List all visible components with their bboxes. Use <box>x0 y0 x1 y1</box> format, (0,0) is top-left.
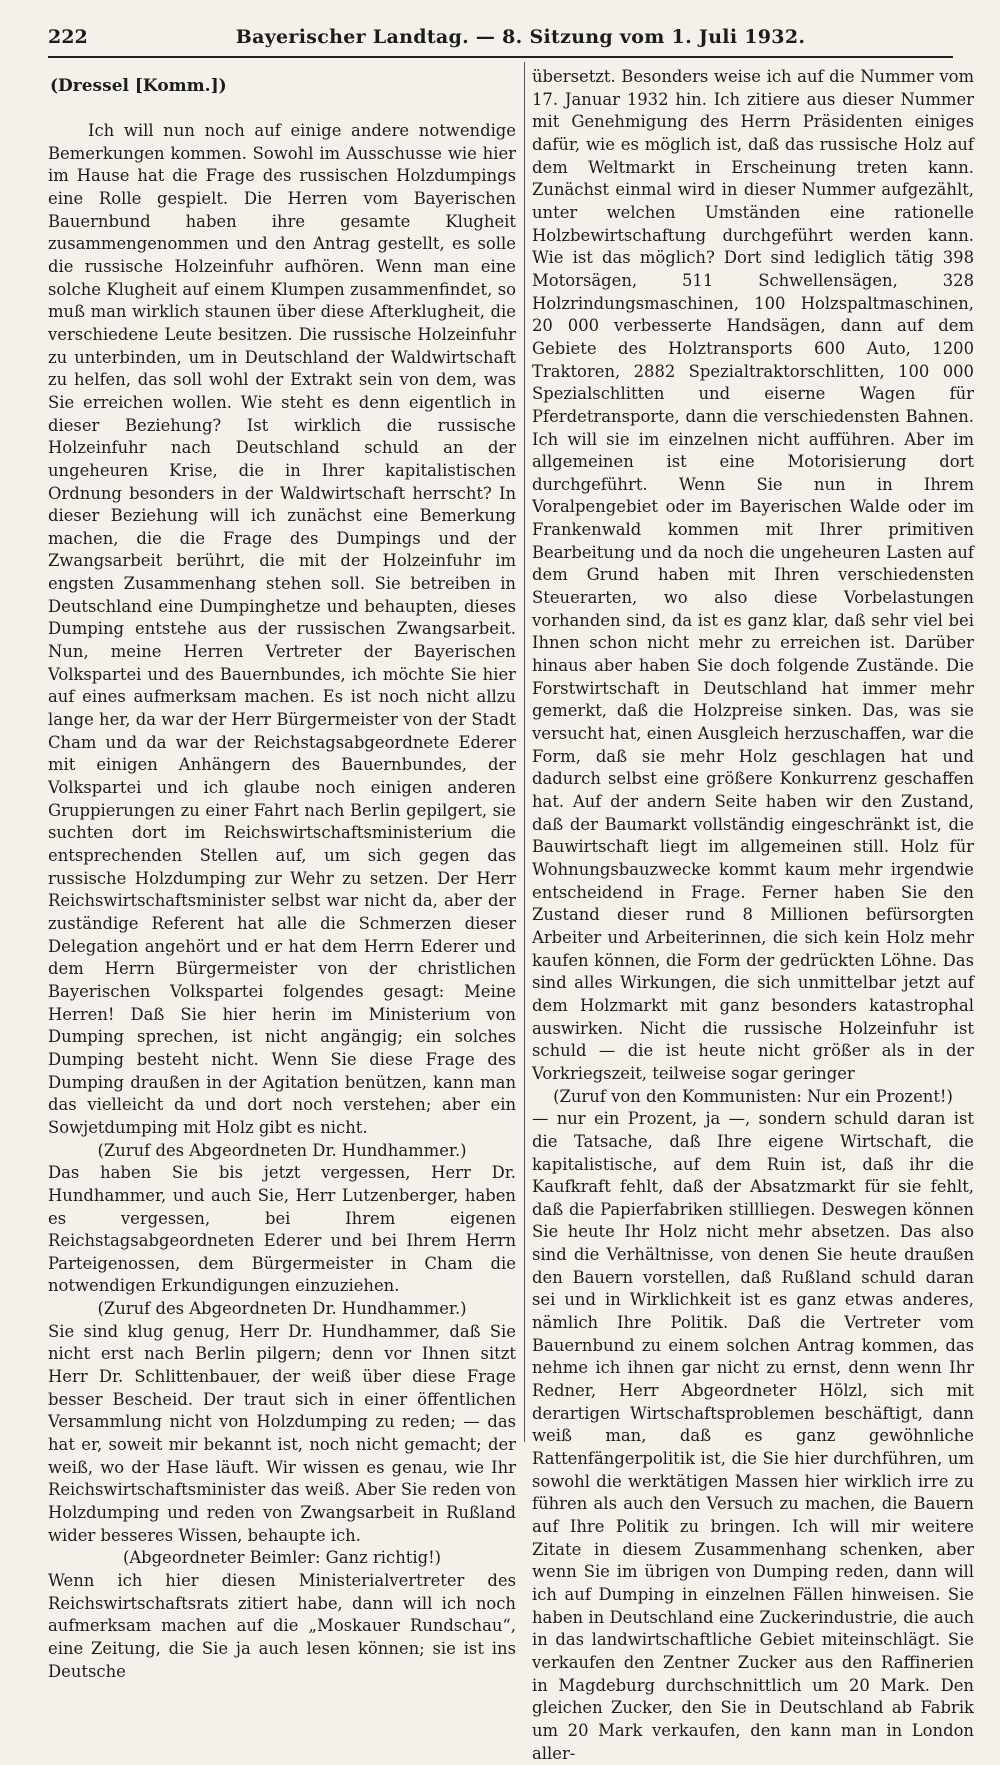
interjection: (Abgeordneter Beimler: Ganz richtig!) <box>122 1548 442 1568</box>
page-header <box>48 26 953 58</box>
paragraph: Das haben Sie bis jetzt vergessen, Herr Dr. Hundhammer, und auch Sie, Herr Lutzenberger, haben es vergessen, bei Ihrem eigenen Reichstagsabgeordneten Ederer und bei Ihrem Herrn Parteigenossen, dem Bürgermeister in Cham die notwendigen Erkundigungen einzuziehen. <box>48 1163 516 1296</box>
header-rule <box>48 56 953 58</box>
paragraph: Wenn ich hier diesen Ministerialvertreter des Reichswirtschaftsrats zitiert habe, dann will ich noch aufmerksam machen auf die „Moskauer Rundschau“, eine Zeitung, die Sie ja auch lesen können; sie ist ins Deutsche <box>48 1571 516 1681</box>
interjection: (Zuruf von den Kommunisten: Nur ein Prozent!) <box>553 1086 953 1106</box>
running-title: Bayerischer Landtag. — 8. Sitzung vom 1. Juli 1932. <box>235 26 806 48</box>
paragraph: übersetzt. Besonders weise ich auf die Nummer vom 17. Januar 1932 hin. Ich zitiere aus dieser Nummer mit Genehmigung des Herrn Präsidenten einiges dafür, wie es möglich ist, daß das russische Holz auf dem Weltmarkt in Erscheinung treten kann. Zunächst einmal wird in dieser Nummer aufgezählt, unter welchen Umständen eine rationelle Holzbewirtschaftung durchgeführt werden kann. Wie ist das möglich? Dort sind lediglich tätig 398 Motorsägen, 511 Schwellensägen, 328 Holzrindungsmaschinen, 100 Holzspaltmaschinen, 20 000 verbesserte Handsägen, dann auf dem Gebiete des Holztransports 600 Auto, 1200 Traktoren, 2882 Spezialtraktorschlitten, 100 000 Spezialschlitten und eiserne Wagen für Pferdetransporte, dann die verschiedensten Bahnen. Ich will sie im einzelnen nicht aufführen. Aber im allgemeinen ist eine Motorisierung dort durchgeführt. Wenn Sie nun in Ihrem Voralpengebiet oder im Bayerischen Walde oder im Frankenwald kommen mit Ihrer primitiven Bearbeitung und da noch die ungeheuren Lasten auf dem Grund haben mit Ihren verschiedensten Steuerarten, wo also diese Vorbelastungen vorhanden sind, da ist es ganz klar, daß sehr viel bei Ihnen schon nicht mehr zu erreichen ist. Darüber hinaus aber haben Sie doch folgende Zustände. Die Forstwirtschaft in Deutschland hat immer mehr gemerkt, daß die Holzpreise sinken. Das, was sie versucht hat, einen Ausgleich herzuschaffen, war die Form, daß sie mehr Holz geschlagen hat und dadurch selbst eine größere Konkurrenz geschaffen hat. Auf der andern Seite haben wir den Zustand, daß der Baumarkt vollständig eingeschränkt ist, die Bauwirtschaft liegt im allgemeinen still. Holz für Wohnungsbauzwecke kommt kaum mehr irgendwie entscheidend in Frage. Ferner haben Sie den Zustand dieser rund 8 Millionen befürsorgten Arbeiter und Arbeiterinnen, die sich kein Holz mehr kaufen können, die Form der gedrückten Löhne. Das sind alles Wirkungen, die sich unmittelbar jetzt auf dem Holzmarkt mit ganz besonders katastrophal auswirken. Nicht die russische Holzeinfuhr ist schuld — die ist heute nicht größer als in der Vorkriegszeit, teilweise sogar geringer <box>532 67 974 1083</box>
speaker-name: (Dressel [Komm.]) <box>50 76 227 96</box>
page-number: 222 <box>48 26 88 48</box>
paragraph: Sie sind klug genug, Herr Dr. Hundhammer, daß Sie nicht erst nach Berlin pilgern; denn vor Ihnen sitzt Herr Dr. Schlittenbauer, der weiß über diese Frage besser Bescheid. Der traut sich in einer öffentlichen Versammlung nicht von Holzdumping zu reden; — das hat er, soweit mir bekannt ist, noch nicht gemacht; der weiß, wo der Hase läuft. Wir wissen es genau, wie Ihr Reichswirtschaftsminister das weiß. Aber Sie reden von Holzdumping und reden von Zwangsarbeit in Rußland wider besseres Wissen, behaupte ich. <box>48 1321 516 1545</box>
interjection: (Zuruf des Abgeordneten Dr. Hundhammer.) <box>97 1140 467 1160</box>
paragraph: Ich will nun noch auf einige andere notwendige Bemerkungen kommen. Sowohl im Ausschusse wie hier im Hause hat die Frage des russischen Holzdumpings eine Rolle gespielt. Die Herren vom Bayerischen Bauernbund haben ihre gesamte Klugheit zusammengenommen und den Antrag gestellt, es solle die russische Holzeinfuhr aufhören. Wenn man eine solche Klugheit auf einem Klumpen zusammenfindet, so muß man wirklich staunen über diese Afterklugheit, die verschiedene Leute besitzen. Die russische Holzeinfuhr zu unterbinden, um in Deutschland der Waldwirtschaft zu helfen, das soll wohl der Extrakt sein von dem, was Sie erreichen wollen. Wie steht es denn eigentlich in dieser Beziehung? Ist wirklich die russische Holzeinfuhr nach Deutschland schuld an der ungeheuren Krise, die in Ihrer kapitalistischen Ordnung besonders in der Waldwirtschaft herrscht? In dieser Beziehung will ich zunächst eine Bemerkung machen, die die Frage des Dumpings und der Zwangsarbeit berührt, die mit der Holzeinfuhr im engsten Zusammenhang stehen soll. Sie betreiben in Deutschland eine Dumpinghetze und behaupten, dieses Dumping entstehe aus der russischen Zwangsarbeit. Nun, meine Herren Vertreter der Bayerischen Volkspartei und des Bauernbundes, ich möchte Sie hier auf eines aufmerksam machen. Es ist noch nicht allzu lange her, da war der Herr Bürgermeister von der Stadt Cham und da war der Reichstagsabgeordnete Ederer mit einigen Anhängern des Bauernbundes, der Volkspartei und ich glaube noch einigen anderen Gruppierungen zu einer Fahrt nach Berlin gepilgert, sie suchten dort im Reichswirtschaftsministerium die entsprechenden Stellen auf, um sich gegen das russische Holzdumping zur Wehr zu setzen. Der Herr Reichswirtschaftsminister selbst war nicht da, aber der zuständige Referent hat alle die Schmerzen dieser Delegation angehört und er hat dem Herrn Ederer und dem Herrn Bürgermeister von der christlichen Bayerischen Volkspartei folgendes gesagt: Meine Herren! Daß Sie hier herin im Ministerium von Dumping sprechen, ist nicht angängig; ein solches Dumping besteht nicht. Wenn Sie diese Frage des Dumping draußen in der Agitation benützen, kann man das vielleicht da und dort noch verstehen; aber ein Sowjetdumping mit Holz gibt es nicht. <box>48 121 516 1137</box>
column-divider <box>524 62 525 1442</box>
left-column <box>48 66 516 1681</box>
interjection: (Zuruf des Abgeordneten Dr. Hundhammer.) <box>97 1299 467 1319</box>
paragraph: — nur ein Prozent, ja —, sondern schuld daran ist die Tatsache, daß Ihre eigene Wirtschaft, die kapitalistische, auf dem Ruin ist, daß ihr die Kaufkraft fehlt, daß der Absatzmarkt für sie fehlt, daß die Papierfabriken stillliegen. Deswegen können Sie heute Ihr Holz nicht mehr absetzen. Das also sind die Verhältnisse, von denen Sie heute draußen den Bauern vorstellen, daß Rußland schuld daran sei und in Wirklichkeit ist es ganz etwas anderes, nämlich Ihre Politik. Daß die Vertreter vom Bauernbund zu einem solchen Antrag kommen, das nehme ich ihnen gar nicht zu ernst, denn wenn Ihr Redner, Herr Abgeordneter Hölzl, sich mit derartigen Wirtschaftsproblemen beschäftigt, dann weiß man, daß es ganz gewöhnliche Rattenfängerpolitik ist, die Sie hier durchführen, um sowohl die werktätigen Massen hier wirklich irre zu führen als auch den Versuch zu machen, die Bauern auf Ihre Politik zu bringen. Ich will mir weitere Zitate in diesem Zusammenhang schenken, aber wenn Sie im übrigen von Dumping reden, dann will ich auf Dumping in einzelnen Fällen hinweisen. Sie haben in Deutschland eine Zuckerindustrie, die auch in das landwirtschaftliche Gebiet miteinschlägt. Sie verkaufen den Zentner Zucker aus den Raffinerien in Magdeburg durchschnittlich um 20 Mark. Den gleichen Zucker, den Sie in Deutschland ab Fabrik um 20 Mark verkaufen, den kann man in London aller- <box>532 1109 974 1763</box>
right-column <box>532 66 974 1763</box>
